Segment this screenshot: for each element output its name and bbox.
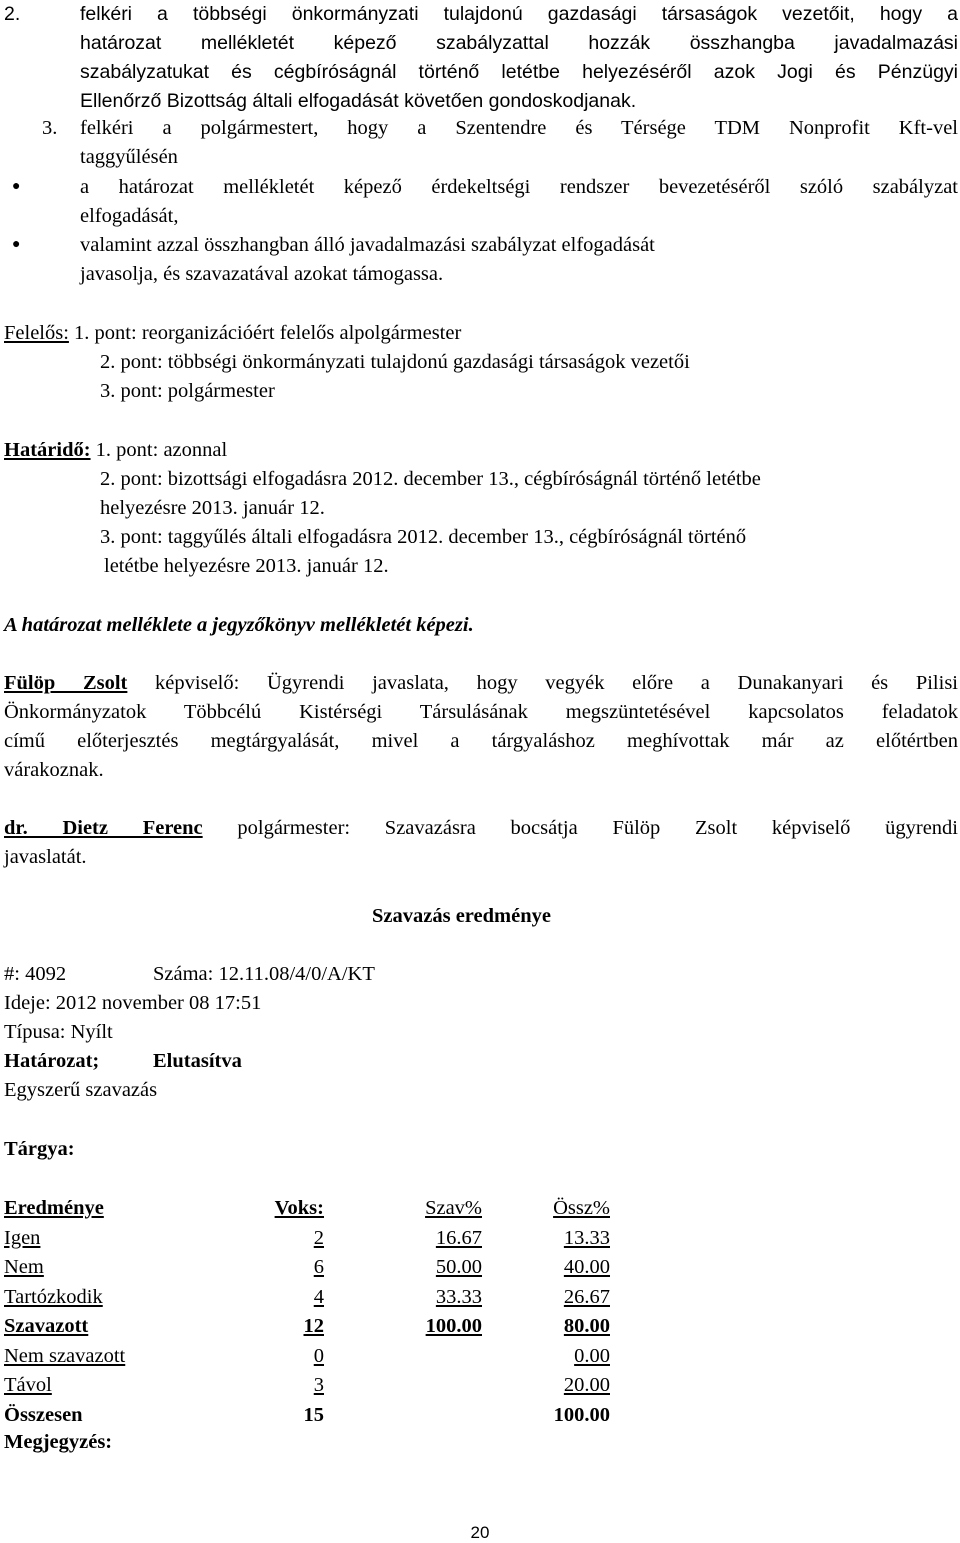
vote-type: Típusa: Nyílt — [4, 1021, 113, 1043]
responsible-item: 1. pont: reorganizációért felelős alpolgármester — [74, 322, 462, 344]
table-cell: 4 — [313, 1285, 324, 1308]
mayor-text: polgármester: Szavazásra bocsátja Fülöp Zsolt képviselő ügyrendi — [237, 817, 959, 839]
deadline-block — [4, 438, 227, 462]
table-cell: 0 — [313, 1344, 324, 1367]
deadline-label: Határidő: — [4, 439, 91, 461]
table-cell: Tartózkodik — [4, 1285, 103, 1308]
bullet-icon: ● — [12, 179, 21, 194]
column-header: Voks: — [274, 1197, 324, 1219]
table-cell: 15 — [303, 1403, 324, 1426]
vote-subject-label: Tárgya: — [4, 1138, 75, 1160]
proposal-line: című előterjesztés megtárgyalását, mivel a tárgyaláshoz meghívottak már az előtértben — [4, 730, 958, 752]
deadline-item: 1. pont: azonnal — [95, 439, 228, 461]
vote-remark-label: Megjegyzés: — [4, 1431, 113, 1453]
vote-number: Száma: 12.11.08/4/0/A/KT — [153, 963, 375, 985]
table-cell: 100.00 — [553, 1403, 610, 1426]
table-cell: 50.00 — [435, 1256, 482, 1278]
item-2-line: szabályzatukat és cégbíróságnál történő letétbe helyezéséről azok Jogi és Pénzügyi — [80, 61, 958, 83]
proposal-line: várakoznak. — [4, 759, 104, 781]
item-2-line: Ellenőrző Bizottság általi elfogadását követően gondoskodjanak. — [80, 90, 637, 112]
deadline-item: 2. pont: bizottsági elfogadásra 2012. december 13., cégbíróságnál történő letétbe — [100, 468, 761, 490]
column-header: Össz% — [553, 1197, 610, 1219]
table-cell: Összesen — [4, 1403, 83, 1426]
item-3-line: taggyűlésén — [80, 146, 178, 168]
table-cell: 3 — [313, 1374, 324, 1396]
responsible-item: 3. pont: polgármester — [100, 380, 275, 402]
item-3-line: felkéri a polgármestert, hogy a Szentendre és Térsége TDM Nonprofit Kft-vel — [80, 117, 958, 139]
bullet-item-line: elfogadását, — [80, 205, 179, 227]
table-row — [4, 1312, 610, 1342]
table-cell: 40.00 — [563, 1256, 610, 1278]
vote-decision-label: Határozat; — [4, 1050, 100, 1072]
deadline-item: 3. pont: taggyűlés általi elfogadásra 2012. december 13., cégbíróságnál történő — [100, 526, 747, 548]
table-cell: 13.33 — [563, 1226, 610, 1249]
table-header-row — [4, 1194, 610, 1224]
proposal-line — [4, 671, 958, 695]
speaker-name: dr. Dietz Ferenc — [4, 817, 203, 839]
vote-mode: Egyszerű szavazás — [4, 1079, 158, 1101]
responsible-block — [4, 321, 461, 345]
bullet-item-line: a határozat mellékletét képező érdekeltségi rendszer bevezetéséről szóló szabályzat — [80, 176, 958, 198]
table-row — [4, 1224, 610, 1254]
deadline-item: letétbe helyezésre 2013. január 12. — [104, 555, 389, 577]
mayor-line — [4, 816, 958, 840]
vote-heading: Szavazás eredménye — [372, 905, 551, 927]
table-cell — [324, 1371, 482, 1401]
proposal-line: Önkormányzatok Többcélú Kistérségi Társulásának megszüntetésével kapcsolatos feladatok — [4, 701, 958, 723]
table-cell — [324, 1342, 482, 1372]
item-3-number: 3. — [42, 117, 58, 139]
speaker-name: Fülöp Zsolt — [4, 672, 128, 694]
column-header: Eredménye — [4, 1197, 104, 1219]
bullet-item-line: valamint azzal összhangban álló javadalmazási szabályzat elfogadását — [80, 234, 655, 256]
vote-decision-value: Elutasítva — [153, 1050, 242, 1072]
table-cell: 20.00 — [563, 1374, 610, 1396]
bullet-icon: ● — [12, 237, 21, 252]
table-row — [4, 1342, 610, 1372]
column-header: Szav% — [425, 1197, 482, 1219]
vote-id: #: 4092 — [4, 963, 67, 985]
table-cell: Szavazott — [4, 1315, 89, 1337]
table-cell: 26.67 — [563, 1285, 610, 1308]
table-cell: 12 — [303, 1315, 324, 1337]
vote-time: Ideje: 2012 november 08 17:51 — [4, 992, 262, 1014]
table-cell: Nem szavazott — [4, 1344, 126, 1367]
item-2-line: határozat mellékletét képező szabályzattal hozzák összhangba javadalmazási — [80, 32, 958, 54]
table-cell: 80.00 — [563, 1315, 610, 1337]
table-cell: 33.33 — [435, 1285, 482, 1308]
deadline-item: helyezésre 2013. január 12. — [100, 497, 325, 519]
table-cell: 6 — [313, 1256, 324, 1278]
table-cell: 16.67 — [435, 1226, 482, 1249]
table-cell: Távol — [4, 1374, 52, 1396]
table-cell: 0.00 — [574, 1344, 610, 1367]
table-cell: 100.00 — [425, 1315, 482, 1337]
table-row — [4, 1253, 610, 1283]
mayor-line: javaslatát. — [4, 846, 87, 868]
item-2-line: felkéri a többségi önkormányzati tulajdonú gazdasági társaságok vezetőit, hogy a — [80, 3, 958, 25]
page-number: 20 — [470, 1523, 490, 1542]
table-row — [4, 1401, 610, 1431]
table-cell — [324, 1401, 482, 1431]
table-cell: 2 — [313, 1226, 324, 1249]
table-row — [4, 1283, 610, 1313]
table-cell: Nem — [4, 1256, 44, 1278]
table-cell: Igen — [4, 1226, 41, 1249]
responsible-item: 2. pont: többségi önkormányzati tulajdonú gazdasági társaságok vezetői — [100, 351, 690, 373]
vote-results-table — [4, 1194, 610, 1430]
proposal-text: képviselő: Ügyrendi javaslata, hogy vegyék előre a Dunakanyari és Pilisi — [155, 672, 958, 694]
responsible-label: Felelős: — [4, 322, 69, 344]
table-row — [4, 1371, 610, 1401]
item-2-number: 2. — [4, 3, 21, 25]
annex-note: A határozat melléklete a jegyzőkönyv mellékletét képezi. — [4, 614, 474, 636]
bullet-item-line: javasolja, és szavazatával azokat támogassa. — [80, 263, 444, 285]
